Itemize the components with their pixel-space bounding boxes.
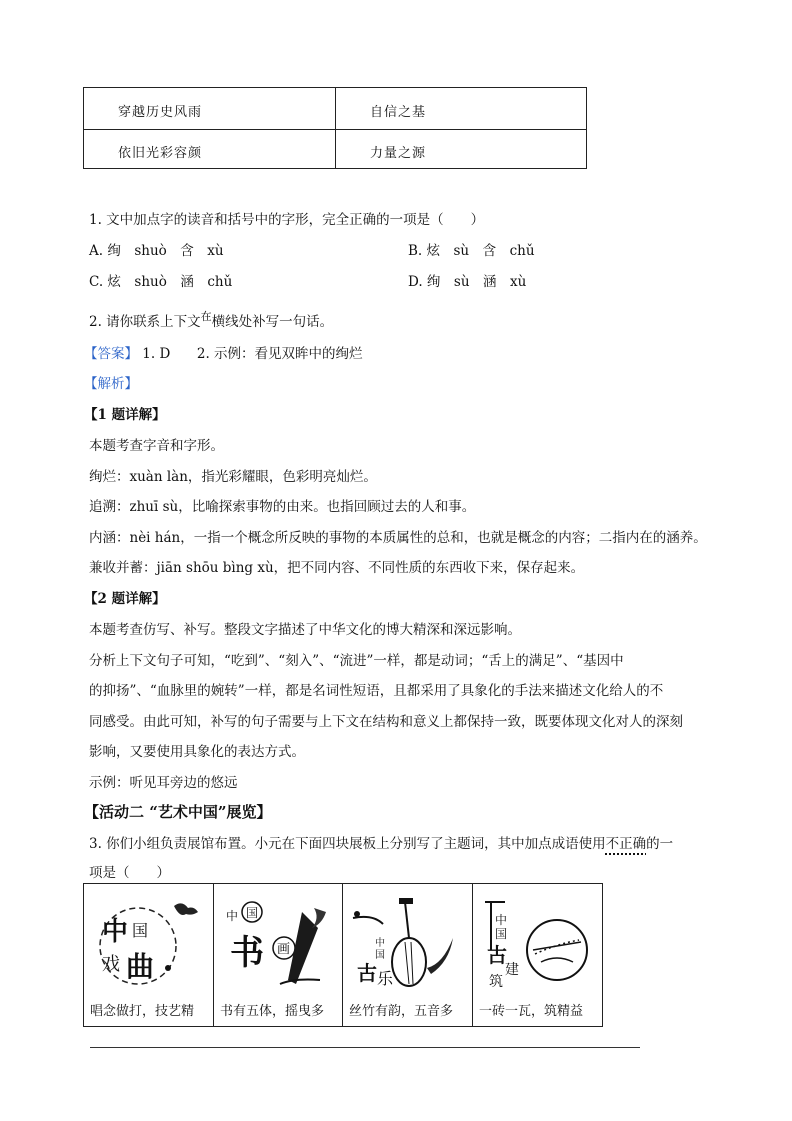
brush-icon <box>288 912 318 984</box>
activity-2-title: 【活动二 “艺术中国”展览】 <box>84 803 272 821</box>
analysis-line: 示例：听见耳旁边的悠远 <box>89 775 238 791</box>
bridge-deck <box>533 942 581 950</box>
art-char: 中 <box>495 913 508 927</box>
ink-stroke <box>280 980 320 985</box>
table-row <box>84 129 586 170</box>
analysis-line: 兼收并蓄：jiān shōu bìng xù，把不同内容、不同性质的东西收下来，保存起来。 <box>89 560 585 576</box>
option-d: D. 绚 sù 涵 xù <box>408 274 527 290</box>
analysis-line: 绚烂：xuàn làn，指光彩耀眼，色彩明亮灿烂。 <box>89 469 377 485</box>
art-char: 筑 <box>489 974 503 990</box>
art-char: 国 <box>495 927 508 941</box>
ink-stroke <box>353 917 383 924</box>
analysis-line: 分析上下文句子可知，“吃到”、“刻入”、“流进”一样，都是动词；“舌上的满足”、“基因中 <box>89 653 624 669</box>
analysis-line: 同感受。由此可知，补写的句子需要与上下文在结构和意义上都保持一致，既要体现文化对人的深刻 <box>89 714 683 730</box>
poster-panels <box>83 883 603 1027</box>
analysis-line: 的抑扬”、“血脉里的婉转”一样，都是名词性短语，且都采用了具象化的手法来描述文化给人的不 <box>89 683 664 699</box>
answer-line <box>84 342 363 362</box>
art-char: 画 <box>277 942 291 957</box>
table-cell: 力量之源 <box>370 146 427 161</box>
art-char: 中 <box>226 909 239 923</box>
ink-splash <box>312 908 326 928</box>
q2-small-char: 在 <box>200 310 212 323</box>
art-char: 中 <box>375 938 385 949</box>
pipa-string <box>405 942 409 984</box>
option-c: C. 炫 shuò 涵 chǔ <box>89 274 233 290</box>
question-1-stem: 1. 文中加点字的读音和括号中的字形，完全正确的一项是（ ） <box>89 212 485 228</box>
art-char: 古 <box>487 943 507 967</box>
art-char: 国 <box>132 921 149 940</box>
architecture-illustration <box>477 888 597 996</box>
analysis-line: 本题考查仿写、补写。整段文字描述了中华文化的博大精深和深远影响。 <box>89 622 521 638</box>
intro-table <box>83 87 587 169</box>
poster-architecture <box>472 884 603 1026</box>
q3-dotted-text: 不正确 <box>605 836 647 852</box>
pipa-head <box>399 898 413 904</box>
analysis-tag-open: 【 <box>84 376 98 392</box>
art-char: 国 <box>375 950 385 961</box>
detail-1-title: 【1 题详解】 <box>84 407 166 423</box>
analysis-line: 内涵：nèi hán，一指一个概念所反映的事物的本质属性的总和，也就是概念的内容；二指内在的涵养。 <box>89 530 707 546</box>
table-cell: 穿越历史风雨 <box>118 105 203 120</box>
poster-caption: 一砖一瓦，筑精益 <box>479 1004 584 1019</box>
question-3-stem <box>89 832 673 852</box>
analysis-line: 影响，又要使用具象化的表达方式。 <box>89 744 305 760</box>
answer-tag-open: 【 <box>84 346 98 362</box>
answer-tag-close: 】 <box>124 346 138 362</box>
ink-splash <box>427 938 453 974</box>
mask-icon <box>174 903 198 915</box>
ink-dot <box>165 965 171 971</box>
q3-text-a: 3. 你们小组负责展馆布置。小元在下面四块展板上分别写了主题词，其中加点成语使用 <box>89 836 606 852</box>
pipa-string <box>411 942 413 984</box>
detail-2-title: 【2 题详解】 <box>84 591 166 607</box>
analysis-tag-close: 】 <box>124 376 138 392</box>
q3-text-b: 的一 <box>646 836 674 852</box>
art-char: 中 <box>102 917 129 947</box>
pipa-neck <box>405 902 409 938</box>
poster-music <box>342 884 472 1026</box>
bridge-railing <box>535 940 579 954</box>
poster-caption: 书有五体，摇曳多 <box>220 1004 325 1019</box>
question-2-stem <box>89 310 333 330</box>
bridge-arch-icon <box>541 958 573 962</box>
ink-dot <box>354 911 360 917</box>
art-char: 建 <box>505 962 519 978</box>
analysis-tag <box>84 372 138 392</box>
option-a: A. 绚 shuò 含 xù <box>89 243 224 259</box>
poster-opera <box>84 884 213 1026</box>
option-b: B. 炫 sù 含 chǔ <box>408 243 535 259</box>
q2-text-a: 2. 请你联系上下文 <box>89 314 201 330</box>
opera-illustration <box>88 888 208 996</box>
art-char: 乐 <box>377 969 394 988</box>
art-char: 戏 <box>102 954 120 975</box>
art-char: 国 <box>246 906 259 920</box>
music-illustration <box>347 888 467 996</box>
art-char: 曲 <box>126 950 155 983</box>
calligraphy-illustration <box>218 888 338 996</box>
table-cell: 自信之基 <box>370 105 427 120</box>
poster-calligraphy <box>213 884 342 1026</box>
art-char: 古 <box>357 961 377 985</box>
question-3-stem-line2: 项是（ ） <box>89 865 170 881</box>
answer-q1: 1. D <box>142 346 171 362</box>
poster-caption: 唱念做打，技艺精 <box>90 1004 195 1019</box>
table-row <box>84 88 586 130</box>
footer-rule <box>90 1047 640 1048</box>
answer-q2: 2. 示例：看见双眸中的绚烂 <box>196 346 363 362</box>
analysis-tag-word: 解析 <box>97 376 125 392</box>
poster-caption: 丝竹有韵，五音多 <box>349 1004 454 1019</box>
analysis-line: 追溯：zhuī sù，比喻探索事物的由来。也指回顾过去的人和事。 <box>89 499 476 515</box>
analysis-line: 本题考查字音和字形。 <box>89 438 224 454</box>
answer-tag: 答案 <box>97 346 125 362</box>
table-cell: 依旧光彩容颜 <box>118 146 203 161</box>
art-char: 书 <box>230 933 264 973</box>
q2-text-b: 横线处补写一句话。 <box>211 314 334 330</box>
